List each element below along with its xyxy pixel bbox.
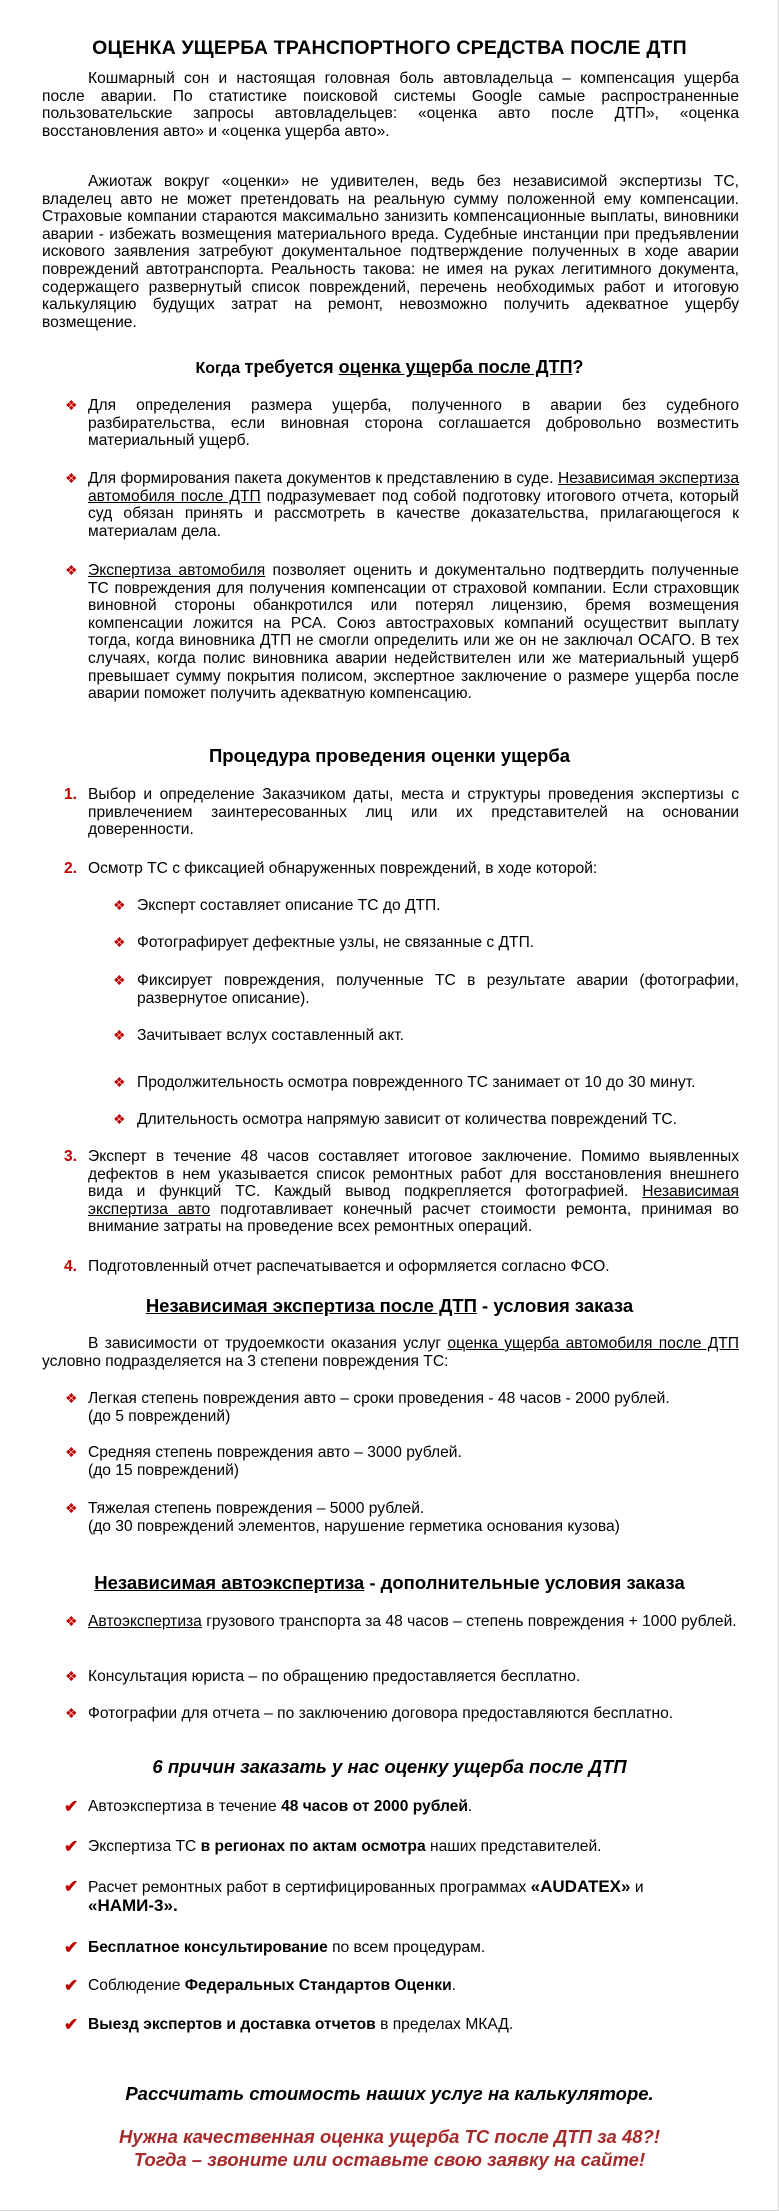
diamond-bullet-icon: ❖ (65, 1613, 78, 1629)
reason-2 (88, 1838, 739, 1856)
level-2 (88, 1444, 739, 1479)
substep-2: Фотографирует дефектные узлы, не связанные с ДТП. (137, 934, 535, 951)
level-1-line2: (до 5 повреждений) (88, 1407, 231, 1425)
diamond-bullet-icon: ❖ (113, 1027, 126, 1043)
reason-2-post: наших представителей. (425, 1838, 602, 1855)
diamond-bullet-icon: ❖ (65, 397, 78, 413)
reason-3-post: . (172, 1895, 178, 1915)
level-1-line1: Легкая степень повреждения авто – сроки проведения - 48 часов - 2000 рублей. (88, 1390, 670, 1407)
diamond-bullet-icon: ❖ (113, 1074, 126, 1090)
reason-6 (88, 2016, 739, 2034)
when-item-3 (88, 562, 739, 703)
procedure-step-3 (88, 1148, 739, 1236)
when-heading-pre: Когда (195, 360, 245, 377)
reason-5-post: . (451, 1977, 456, 1994)
step-number-4: 4. (64, 1258, 78, 1275)
extra-heading (0, 1572, 779, 1594)
level-3 (88, 1500, 739, 1535)
conditions-intro-pre: В зависимости от трудоемкости оказания услуг (88, 1335, 448, 1352)
substep-6: Длительность осмотра напрямую зависит от количества повреждений ТС. (137, 1111, 677, 1128)
reason-5 (88, 1977, 739, 1995)
diamond-bullet-icon: ❖ (65, 1500, 78, 1516)
step-3-text: Эксперт в течение 48 часов составляет итоговое заключение. Помимо выявленных дефектов в нем указывается список ремонтных работ для восстановления внешнего вида и функций ТС. Каждый вывод подкрепляется фотографией. (88, 1148, 739, 1201)
when-item-3-link[interactable]: Экспертиза автомобиля (88, 562, 266, 579)
checkmark-icon: ✔ (64, 1976, 79, 1995)
reason-5-bold: Федеральных Стандартов Оценки (184, 1977, 452, 1994)
level-2-line1: Средняя степень повреждения авто – 3000 рублей. (88, 1444, 462, 1461)
level-3-line2: (до 30 повреждений элементов, нарушение герметика основания кузова) (88, 1517, 620, 1535)
checkmark-icon: ✔ (64, 1938, 79, 1957)
diamond-bullet-icon: ❖ (113, 897, 126, 913)
reason-2-bold: в регионах по актам осмотра (200, 1838, 426, 1855)
extra-item-1-rest: грузового транспорта за 48 часов – степень повреждения + 1000 рублей. (201, 1613, 737, 1630)
diamond-bullet-icon: ❖ (113, 934, 126, 950)
reason-3 (88, 1878, 739, 1915)
when-heading-end: ? (572, 357, 584, 377)
reason-3-mid: и (630, 1879, 644, 1896)
level-3-line1: Тяжелая степень повреждения – 5000 рублей. (88, 1500, 425, 1517)
level-1 (88, 1390, 739, 1425)
procedure-step-2: Осмотр ТС с фиксацией обнаруженных повреждений, в ходе которой: (88, 860, 598, 877)
extra-item-1-link[interactable]: Автоэкспертиза (88, 1613, 202, 1630)
level-2-line2: (до 15 повреждений) (88, 1461, 239, 1479)
reason-6-bold: Выезд экспертов и доставка отчетов (88, 2016, 376, 2033)
when-item-2-text: Для формирования пакета документов к представлению в суде. (88, 470, 558, 487)
diamond-bullet-icon: ❖ (65, 1705, 78, 1721)
step-3-rest: подготавливает конечный расчет стоимости ремонта, принимая во внимание затраты на проведение всех ремонтных операций. (88, 1200, 739, 1236)
reason-2-pre: Экспертиза ТС (88, 1838, 201, 1855)
conditions-heading-rest: - условия заказа (476, 1295, 634, 1316)
when-item-2-link[interactable]: Независимая экспертиза автомобиля после ДТП (88, 470, 739, 505)
calculator-link[interactable]: Рассчитать стоимость наших услуг на калькуляторе. (125, 2083, 654, 2104)
conditions-intro-link[interactable]: оценка ущерба автомобиля после ДТП (447, 1335, 740, 1352)
reason-1-pre: Автоэкспертиза в течение (88, 1798, 282, 1815)
reasons-heading: 6 причин заказать у нас оценку ущерба после ДТП (152, 1756, 627, 1777)
checkmark-icon: ✔ (64, 2015, 79, 2034)
when-heading-mid: требуется (244, 357, 339, 377)
checkmark-icon: ✔ (64, 1877, 79, 1896)
diamond-bullet-icon: ❖ (65, 470, 78, 486)
diamond-bullet-icon: ❖ (113, 1111, 126, 1127)
substep-4: Зачитывает вслух составленный акт. (137, 1027, 404, 1044)
extra-heading-rest: - дополнительные условия заказа (364, 1572, 685, 1593)
final-line-2: Тогда – звоните или оставьте свою заявку на сайте! (133, 2149, 646, 2170)
diamond-bullet-icon: ❖ (65, 562, 78, 578)
when-item-3-rest: позволяет оценить и документально подтвердить полученные ТС повреждения для получения компенсации от страховой компании. Если страховщик виновной стороны обанкротился или потерял лицензию, бремя возмещения компенсации ложится на РСА. Союз автостраховых компаний осуществит выплату тогда, когда виновника ДТП не смогли определить или же он не заключал ОСАГО. В тех случаях, когда полис виновника аварии недействителен или же материальный ущерб превышает сумму покрытия полисом, экспертное заключение о размере ущерба после аварии поможет получить адекватную компенсацию. (88, 562, 739, 703)
extra-item-2: Консультация юриста – по обращению предоставляется бесплатно. (88, 1668, 581, 1685)
intro-section-2 (42, 173, 739, 331)
diamond-bullet-icon: ❖ (65, 1444, 78, 1460)
step-3-link[interactable]: Независимая экспертиза авто (88, 1183, 739, 1218)
when-heading (0, 357, 779, 378)
reason-1-post: . (467, 1798, 473, 1815)
when-item-1: Для определения размера ущерба, полученного в аварии без судебного разбирательства, если виновная сторона соглашается добровольно возместить материальный ущерб. (88, 397, 739, 450)
procedure-step-1: Выбор и определение Заказчиком даты, места и структуры проведения экспертизы с привлечением заинтересованных лиц или их представителей на основании доверенности. (88, 786, 739, 839)
step-number-3: 3. (64, 1148, 78, 1165)
reason-4-bold: Бесплатное консультирование (88, 1939, 328, 1956)
procedure-heading: Процедура проведения оценки ущерба (208, 745, 571, 766)
when-heading-link[interactable]: оценка ущерба после ДТП (338, 357, 573, 377)
when-item-2 (88, 470, 739, 540)
conditions-intro-text (42, 1335, 739, 1370)
diamond-bullet-icon: ❖ (65, 1390, 78, 1406)
conditions-heading-link[interactable]: Независимая экспертиза после ДТП (145, 1295, 477, 1316)
step-number-1: 1. (64, 786, 78, 803)
extra-item-3: Фотографии для отчета – по заключению договора предоставляются бесплатно. (88, 1705, 674, 1722)
extra-heading-link[interactable]: Независимая автоэкспертиза (94, 1572, 365, 1593)
conditions-intro (42, 1335, 739, 1370)
substep-5: Продолжительность осмотра поврежденного ТС занимает от 10 до 30 минут. (137, 1074, 696, 1091)
reason-3-pre: Расчет ремонтных работ в сертифицированных программах (88, 1879, 531, 1896)
reason-1-bold: 48 часов от 2000 рублей (281, 1798, 468, 1815)
reason-4-post: по всем процедурам. (327, 1939, 486, 1956)
intro-section (42, 70, 739, 140)
step-number-2: 2. (64, 860, 78, 877)
page-title: ОЦЕНКА УЩЕРБА ТРАНСПОРТНОГО СРЕДСТВА ПОСЛЕ ДТП (92, 37, 687, 59)
reason-1 (88, 1798, 739, 1816)
conditions-intro-post: условно подразделяется на 3 степени повреждения ТС: (42, 1352, 449, 1370)
conditions-heading (0, 1295, 779, 1317)
reason-3-bold-2: «НАМИ-3» (88, 1895, 173, 1915)
extra-item-1 (88, 1613, 739, 1631)
diamond-bullet-icon: ❖ (113, 972, 126, 988)
intro-paragraph-1: Кошмарный сон и настоящая головная боль автовладельца – компенсация ущерба после аварии. По статистике поисковой системы Google самые распространенные пользовательские запросы автовладельцев: «оценка авто после ДТП», «оценка восстановления авто» и «оценка ущерба авто». (42, 70, 739, 140)
diamond-bullet-icon: ❖ (65, 1668, 78, 1684)
reason-6-post: в пределах МКАД. (375, 2016, 514, 2033)
substep-3: Фиксирует повреждения, полученные ТС в результате аварии (фотографии, развернутое описание). (137, 972, 739, 1007)
intro-paragraph-2: Ажиотаж вокруг «оценки» не удивителен, ведь без независимой экспертизы ТС, владелец авто не может претендовать на реальную сумму положенной ему компенсации. Страховые компании стараются максимально занизить компенсационные выплаты, виновники аварии - избежать возмещения материального вреда. Судебные инстанции при предъявлении искового заявления затребуют документальное подтверждение полученных в ходе аварии повреждений автотранспорта. Реальность такова: не имея на руках легитимного документа, содержащего развернутый список повреждений, перечень необходимых работ и итоговую калькуляцию будущих затрат на ремонт, невозможно получить адекватное ущербу возмещение. (42, 173, 739, 331)
checkmark-icon: ✔ (64, 1797, 79, 1816)
reason-3-bold-1: «AUDATEX» (530, 1877, 631, 1896)
when-item-2-rest: подразумевает под собой подготовку итогового отчета, который суд обязан принять и рассмотреть в качестве доказательства, прилагающегося к материалам дела. (88, 487, 740, 540)
reason-4 (88, 1939, 739, 1957)
final-line-1: Нужна качественная оценка ущерба ТС после ДТП за 48?! (118, 2126, 661, 2147)
checkmark-icon: ✔ (64, 1837, 79, 1856)
reason-5-pre: Соблюдение (88, 1977, 185, 1994)
substep-1: Эксперт составляет описание ТС до ДТП. (137, 897, 441, 914)
procedure-step-4: Подготовленный отчет распечатывается и оформляется согласно ФСО. (88, 1258, 610, 1275)
